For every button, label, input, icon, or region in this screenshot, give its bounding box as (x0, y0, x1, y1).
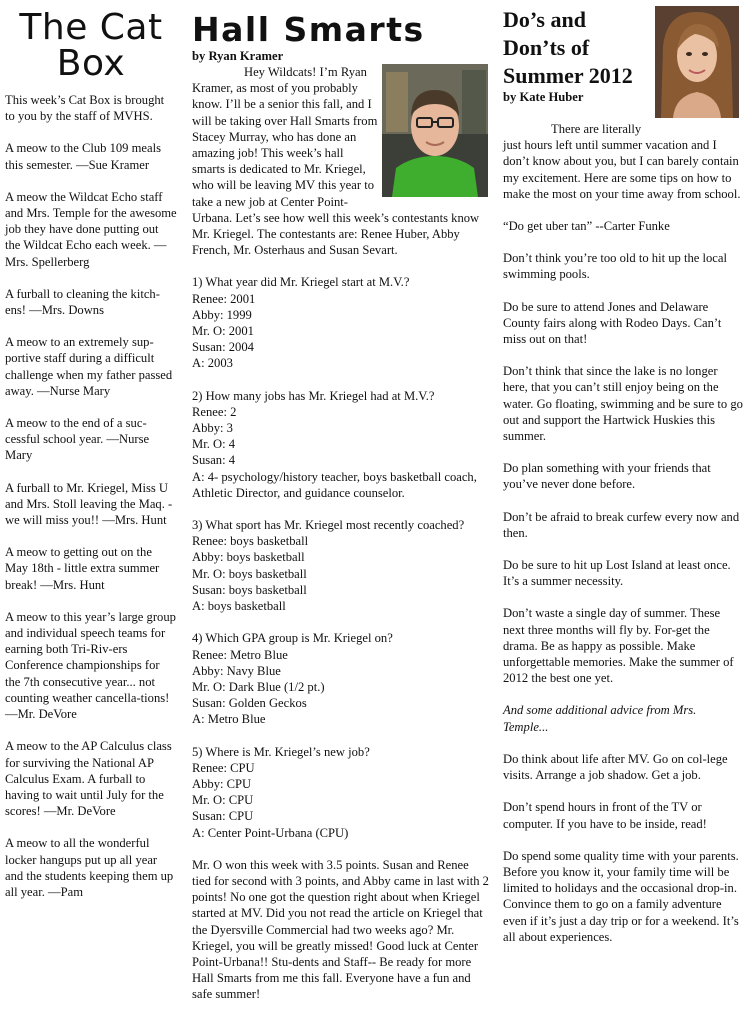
cat-box-item: A meow to the Club 109 meals this semester. —Sue Kramer (5, 141, 162, 172)
cat-box-title-line2: Box (56, 43, 126, 84)
cat-box-item: A furball to cleaning the kitch-ens! —Mrs. Downs (5, 286, 160, 318)
dos-donts-intro: There are literally just hours left until summer vacation and I don’t know about you, but I can barely contain my excitement. Here are some tips on how to make the most on your time away from school. (503, 122, 741, 201)
cat-box-item: A meow to the end of a suc-cessful school year. —Nurse Mary (5, 416, 150, 463)
tip-item: “Do get uber tan” --Carter Funke (503, 219, 670, 234)
answer-line: A: boys basketball (192, 599, 286, 614)
answer-line: Mr. O: Dark Blue (1/2 pt.) (192, 679, 325, 694)
answer-line: A: Metro Blue (192, 712, 266, 727)
answer-line: Mr. O: CPU (192, 793, 254, 808)
ryan-kramer-photo (382, 64, 490, 198)
answer-line: A: 4- psychology/history teacher, boys basketball coach, Athletic Director, and guidance counselor. (192, 469, 477, 500)
answer-line: Abby: Navy Blue (192, 663, 281, 678)
answer-line: Renee: 2001 (192, 291, 256, 306)
tip-item: Do plan something with your friends that you’ve never done before. (503, 461, 711, 492)
cat-box-column (5, 0, 177, 916)
answer-line: Susan: 4 (192, 453, 236, 468)
answer-line: Renee: boys basketball (192, 534, 309, 549)
portrait-image (382, 64, 488, 197)
answer-line: A: 2003 (192, 356, 233, 371)
cat-box-title (5, 7, 177, 84)
hall-smarts-byline: by Ryan Kramer (192, 49, 284, 63)
tip-item: Don’t waste a single day of summer. These next three months will fly by. For-get the drama. Be as happy as possible. Make unforgettable memories. Make the summer of 2012 the best one yet. (503, 606, 734, 686)
answer-line: Mr. O: 2001 (192, 324, 254, 339)
answer-line: Renee: Metro Blue (192, 647, 288, 662)
question-block (192, 274, 490, 371)
question-text: 3) What sport has Mr. Kriegel most recently coached? (192, 518, 465, 533)
tip-item: Don’t be afraid to break curfew every now and then. (503, 509, 740, 540)
cat-box-item: A meow to getting out on the May 18th - little extra summer break! —Mrs. Hunt (5, 545, 160, 592)
question-text: 2) How many jobs has Mr. Kriegel had at M.V.? (192, 388, 435, 403)
tip-item: Don’t spend hours in front of the TV or computer. If you have to be inside, read! (503, 800, 707, 831)
answer-line: A: Center Point-Urbana (CPU) (192, 825, 349, 840)
dos-donts-column (503, 0, 743, 961)
tip-item: Do be sure to hit up Lost Island at least once. It’s a summer necessity. (503, 558, 731, 589)
cat-box-item: A meow to an extremely sup-portive staff during a difficult challenge when my father passed away. —Nurse Mary (5, 335, 173, 398)
question-block (192, 744, 490, 841)
answer-line: Susan: Golden Geckos (192, 696, 307, 711)
tip-item: Do be sure to attend Jones and Delaware County fairs along with Rodeo Days. Can’t miss out on that! (503, 299, 722, 347)
cat-box-title-line1: The Cat (19, 7, 163, 48)
answer-line: Renee: CPU (192, 760, 255, 775)
question-text: 5) Where is Mr. Kriegel’s new job? (192, 744, 370, 759)
answer-line: Susan: boys basketball (192, 582, 307, 597)
cat-box-item: A meow to this year’s large group and individual speech teams for earning both Tri-Riv-ers Conference championships for the 7th consecutive year... not counting weather cancella-tions! —Mr. DeVore (5, 609, 176, 722)
cat-box-item: A meow the Wildcat Echo staff and Mrs. Temple for the awesome job they have done putting out the Wildcat Echo each week. —Mrs. Spellerberg (5, 189, 177, 269)
answer-line: Mr. O: boys basketball (192, 566, 307, 581)
hall-smarts-closing: Mr. O won this week with 3.5 points. Susan and Renee tied for second with 3 points, and Abby came in last with 2 points! No one got the question right about when Kriegel started at MV. Did you not read the article on Kriegel that the Dyersville Commercial had two weeks ago? Mr. Kriegel, you will be greatly missed! Good luck at Center Point-Urbana!! Stu-dents and Staff-- Be ready for more Hall Smarts from me this fall. Everyone have a fun and safe summer! (192, 857, 489, 1002)
answer-line: Abby: CPU (192, 776, 252, 791)
answer-line: Susan: CPU (192, 809, 254, 824)
cat-box-item: This week’s Cat Box is brought to you by the staff of MVHS. (5, 93, 165, 124)
dos-donts-byline: by Kate Huber (503, 90, 584, 104)
hall-smarts-title: Hall Smarts (192, 10, 425, 49)
answer-line: Mr. O: 4 (192, 437, 236, 452)
answer-line: Abby: 1999 (192, 307, 252, 322)
tip-item: Do think about life after MV. Go on col-lege visits. Arrange a job shadow. Get a job. (503, 751, 728, 783)
hall-smarts-questions (192, 274, 490, 840)
question-block (192, 517, 490, 614)
hall-smarts-intro: Hey Wildcats! I’m Ryan Kramer, as most of you probably know. I’ll be a senior this fall, and I will be taking over Hall Smarts from Stacey Murray, who has done an amazing job! This week’s hall smarts is dedicated to Mr. Kriegel, who will be leaving MV this year to take a new job at Center Point-Urbana. Let’s see how well this week’s contestants know Mr. Kriegel. The contestants are: Renee Huber, Abby French, Mr. Osterhaus and Susan Sevart. (192, 65, 480, 258)
cat-box-item: A meow to all the wonderful locker hangups put up all year and the students keeping them up all year. —Pam (5, 836, 174, 899)
cat-box-item: A meow to the AP Calculus class for surviving the National AP Calculus Exam. A furball to having to wait until July for the scores! —Mr. DeVore (5, 739, 172, 819)
kate-huber-photo (655, 6, 743, 122)
tip-item: Do spend some quality time with your parents. Before you know it, your family time will be limited to holidays and the occasional drop-in. Convince them to go on a family adventure even if it’s just a day trip or for a weekend. It’s all about experiences. (503, 848, 739, 944)
portrait-image (655, 6, 739, 118)
question-text: 4) Which GPA group is Mr. Kriegel on? (192, 631, 393, 646)
hall-smarts-column (192, 0, 490, 1019)
cat-box-item: A furball to Mr. Kriegel, Miss U and Mrs. Stoll leaving the Maq. - we will miss you!! —Mrs. Hunt (5, 480, 173, 528)
temple-advice-heading: And some additional advice from Mrs. Temple... (503, 703, 697, 734)
dos-donts-title: Do’s and Don’ts of Summer 2012 (503, 7, 633, 88)
tip-item: Don’t think you’re too old to hit up the local swimming pools. (503, 251, 727, 282)
answer-line: Abby: 3 (192, 421, 233, 436)
answer-line: Abby: boys basketball (192, 550, 305, 565)
question-block (192, 388, 490, 501)
question-text: 1) What year did Mr. Kriegel start at M.V.? (192, 275, 410, 290)
tip-item: Don’t think that since the lake is no longer here, that you can’t still enjoy being on the water. Go floating, swimming and be sure to go out and support the Hartwick Huskies this summer. (503, 364, 743, 444)
answer-line: Renee: 2 (192, 404, 237, 419)
question-block (192, 630, 490, 727)
answer-line: Susan: 2004 (192, 340, 254, 355)
